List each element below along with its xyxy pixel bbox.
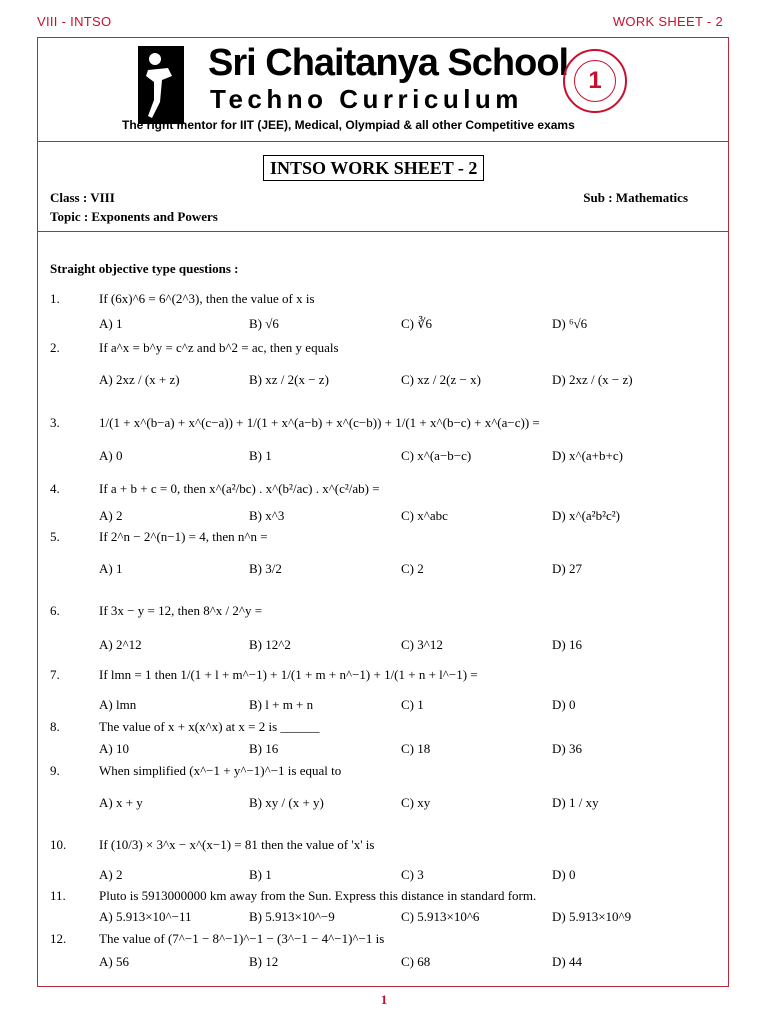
- program-name: Techno Curriculum: [210, 84, 523, 114]
- worksheet-title: INTSO WORK SHEET - 2: [263, 155, 484, 181]
- divider: [38, 231, 728, 232]
- option-a: A) 1: [99, 561, 123, 576]
- option-a: A) lmn: [99, 697, 137, 712]
- option-c: C) 68: [401, 954, 431, 969]
- option-a: A) 2^12: [99, 637, 142, 652]
- question-text: If 2^n − 2^(n−1) = 4, then n^n =: [99, 529, 268, 544]
- school-name: Sri Chaitanya School: [208, 42, 569, 84]
- option-b: B) xy / (x + y): [249, 795, 324, 810]
- option-c: C) ∛6: [401, 316, 433, 331]
- option-c: C) xy: [401, 795, 431, 810]
- option-b: B) xz / 2(x − z): [249, 372, 329, 387]
- option-a: A) x + y: [99, 795, 143, 810]
- option-d: D) 27: [552, 561, 582, 576]
- question-text: If a + b + c = 0, then x^(a²/bc) . x^(b²/ac) . x^(c²/ab) =: [99, 481, 380, 496]
- question-number: 4.: [50, 481, 60, 496]
- option-c: C) 2: [401, 561, 424, 576]
- question-number: 6.: [50, 603, 60, 618]
- option-c: C) x^abc: [401, 508, 448, 523]
- page-number: 1: [380, 992, 388, 1007]
- question-number: 2.: [50, 340, 60, 355]
- option-b: B) 16: [249, 741, 279, 756]
- question-text: When simplified (x^−1 + y^−1)^−1 is equal to: [99, 763, 342, 778]
- option-c: C) 5.913×10^6: [401, 909, 480, 924]
- question-text: If 3x − y = 12, then 8^x / 2^y =: [99, 603, 263, 618]
- question-text: If (6x)^6 = 6^(2^3), then the value of x is: [99, 291, 315, 306]
- question-number: 10.: [50, 837, 67, 852]
- option-d: D) 0: [552, 867, 576, 882]
- school-logo-icon: [138, 46, 184, 124]
- question-text: 1/(1 + x^(b−a) + x^(c−a)) + 1/(1 + x^(a−b) + x^(c−b)) + 1/(1 + x^(b−c) + x^(a−c)) =: [99, 415, 540, 430]
- worksheet-frame: [37, 37, 729, 987]
- option-d: D) 1 / xy: [552, 795, 599, 810]
- option-b: B) 3/2: [249, 561, 282, 576]
- option-b: B) 1: [249, 448, 272, 463]
- question-number: 8.: [50, 719, 60, 734]
- option-c: C) x^(a−b−c): [401, 448, 472, 463]
- option-c: C) 1: [401, 697, 424, 712]
- divider: [38, 141, 728, 142]
- option-d: D) ⁶√6: [552, 316, 588, 331]
- question-text: The value of x + x(x^x) at x = 2 is ______: [99, 719, 320, 734]
- option-d: D) 5.913×10^9: [552, 909, 632, 924]
- option-b: B) 5.913×10^−9: [249, 909, 335, 924]
- question-text: If lmn = 1 then 1/(1 + l + m^−1) + 1/(1 + m + n^−1) + 1/(1 + n + l^−1) =: [99, 667, 478, 682]
- question-text: The value of (7^−1 − 8^−1)^−1 − (3^−1 − 4^−1)^−1 is: [99, 931, 385, 946]
- option-c: C) xz / 2(z − x): [401, 372, 481, 387]
- option-c: C) 3: [401, 867, 424, 882]
- option-a: A) 2xz / (x + z): [99, 372, 180, 387]
- option-c: C) 18: [401, 741, 431, 756]
- option-b: B) 12: [249, 954, 279, 969]
- question-number: 9.: [50, 763, 60, 778]
- topic-label: Topic : Exponents and Powers: [50, 209, 218, 224]
- option-b: B) x^3: [249, 508, 285, 523]
- question-text: Pluto is 5913000000 km away from the Sun. Express this distance in standard form.: [99, 888, 537, 903]
- header-right-label: WORK SHEET - 2: [612, 14, 723, 29]
- question-number: 12.: [50, 931, 67, 946]
- option-a: A) 0: [99, 448, 123, 463]
- option-b: B) l + m + n: [249, 697, 314, 712]
- option-a: A) 2: [99, 508, 123, 523]
- question-number: 7.: [50, 667, 60, 682]
- option-d: D) 0: [552, 697, 576, 712]
- option-d: D) 2xz / (x − z): [552, 372, 633, 387]
- option-d: D) x^(a²b²c²): [552, 508, 620, 523]
- option-d: D) 16: [552, 637, 582, 652]
- option-b: B) 12^2: [249, 637, 291, 652]
- question-text: If a^x = b^y = c^z and b^2 = ac, then y equals: [99, 340, 339, 355]
- school-seal-icon: 1: [563, 49, 627, 113]
- class-label: Class : VIII: [50, 190, 115, 205]
- option-a: A) 2: [99, 867, 123, 882]
- school-tagline: The right mentor for IIT (JEE), Medical, Olympiad & all other Competitive exams: [122, 118, 575, 132]
- question-text: If (10/3) × 3^x − x^(x−1) = 81 then the value of 'x' is: [99, 837, 375, 852]
- option-a: A) 56: [99, 954, 129, 969]
- section-heading: Straight objective type questions :: [50, 261, 239, 276]
- option-a: A) 5.913×10^−11: [99, 909, 192, 924]
- option-a: A) 10: [99, 741, 129, 756]
- option-d: D) x^(a+b+c): [552, 448, 623, 463]
- question-number: 5.: [50, 529, 60, 544]
- option-b: B) √6: [249, 316, 279, 331]
- question-number: 3.: [50, 415, 60, 430]
- question-number: 11.: [50, 888, 66, 903]
- option-c: C) 3^12: [401, 637, 443, 652]
- question-number: 1.: [50, 291, 60, 306]
- option-b: B) 1: [249, 867, 272, 882]
- header-left-label: VIII - INTSO: [37, 14, 112, 29]
- option-d: D) 44: [552, 954, 582, 969]
- option-a: A) 1: [99, 316, 123, 331]
- option-d: D) 36: [552, 741, 582, 756]
- subject-label: Sub : Mathematics: [583, 190, 688, 205]
